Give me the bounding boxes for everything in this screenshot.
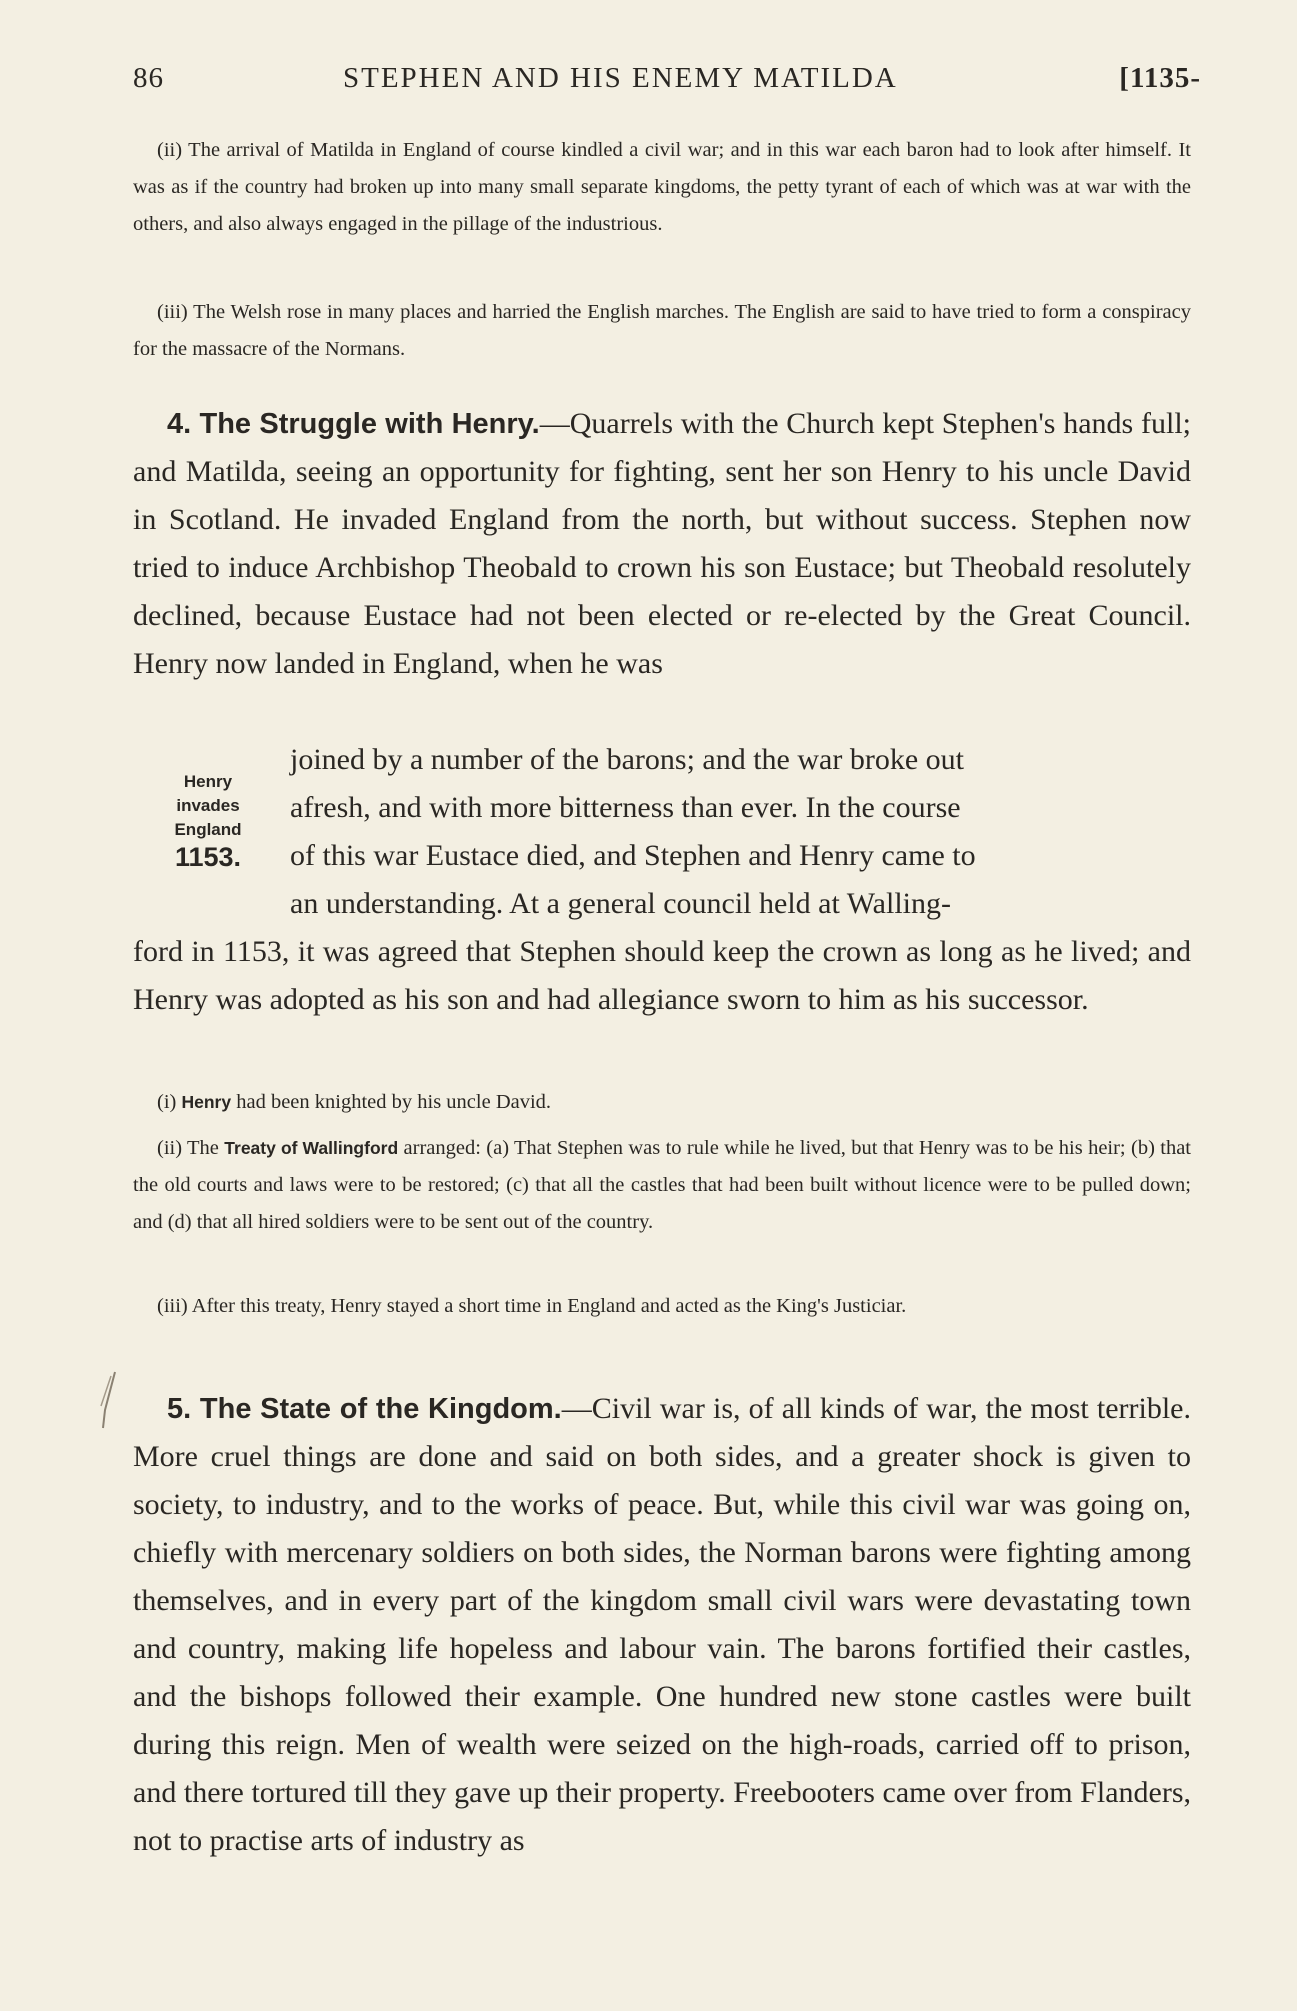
margin-note-year: 1153. [174,842,242,872]
section-4-heading: 4. The Struggle with Henry. [167,408,540,440]
note-mid-iii: (iii) After this treaty, Henry stayed a short time in England and acted as the King's Justiciar. [157,1295,907,1317]
note-mid-i-text: had been knighted by his uncle David. [231,1091,552,1113]
section-4-intro-text: —Quarrels with the Church kept Stephen's hands full; and Matilda, seeing an opportunity for fighting, sent her son Henry to his uncle David in Scotland. He invaded England from the north, but without success. Stephen now tried to induce Archbishop Theobald to crown his son Eustace; but Theobald resolutely declined, because Eustace had not been elected or re-elected by the Great Council. Henry now landed in England, when he was [133,407,1191,680]
margin-note-line2: invades [176,796,240,815]
note-mid-i-prefix: (i) [157,1091,182,1113]
note-mid-i [133,1084,1191,1121]
pencil-mark-icon [97,1370,119,1430]
note-mid-ii-bold: Treaty of Wallingford [224,1138,399,1158]
note-mid-ii-prefix: (ii) The [157,1137,225,1159]
section-5-heading: 5. The State of the Kingdom. [167,1393,562,1425]
margin-note-line3: England [174,820,242,839]
wrapped-line-2: afresh, and with more bitterness than ever. In the course [290,791,961,824]
section-4-rest: ford in 1153, it was agreed that Stephen should keep the crown as long as he lived; and Henry was adopted as his son and had allegiance sworn to him as his successor. [133,935,1191,1016]
wrapped-line-3: of this war Eustace died, and Stephen and Henry came to [290,839,976,872]
margin-note [133,770,283,872]
note-top-ii: (ii) The arrival of Matilda in England of course kindled a civil war; and in this war each baron had to look after himself. It was as if the country had broken up into many small separate kingdoms, the petty tyrant of each of which was at war with the others, and also always engaged in the pillage of the industrious. [133,139,1191,235]
note-mid-ii-text: arranged: (a) That Stephen was to rule while he lived, but that Henry was to be his heir; (b) that the old courts and laws were to be restored; (c) that all the castles that had been built without licence were to be pulled down; and (d) that all hired soldiers were to be sent out of the country. [133,1137,1192,1233]
page-header [133,62,1201,102]
date-range: [1135- [1119,62,1201,94]
running-title: STEPHEN AND HIS ENEMY MATILDA [343,62,898,94]
section-5-text: —Civil war is, of all kinds of war, the most terrible. More cruel things are done and said on both sides, and a greater shock is given to society, to industry, and to the works of peace. But, while this civil war was going on, chiefly with mercenary soldiers on both sides, the Norman barons were fighting among themselves, and in every part of the kingdom small civil wars were devastating town and country, making life hopeless and labour vain. The barons fortified their castles, and the bishops followed their example. One hundred new stone castles were built during this reign. Men of wealth were seized on the high-roads, carried off to prison, and there tortured till they gave up their property. Freebooters came over from Flanders, not to practise arts of industry as [133,1392,1192,1857]
note-top-iii: (iii) The Welsh rose in many places and harried the English marches. The English are said to have tried to form a conspiracy for the massacre of the Normans. [133,301,1191,360]
note-mid-i-bold: Henry [181,1092,232,1112]
section-4-wrapped [133,736,1191,928]
note-mid-ii [133,1130,1191,1241]
wrapped-line-1: joined by a number of the barons; and the war broke out [290,743,964,776]
section-5 [133,1385,1191,1865]
section-4-intro [133,400,1191,688]
page-number: 86 [133,62,164,94]
wrapped-line-4: an understanding. At a general council held at Walling- [290,887,951,920]
margin-note-line1: Henry [183,772,233,791]
